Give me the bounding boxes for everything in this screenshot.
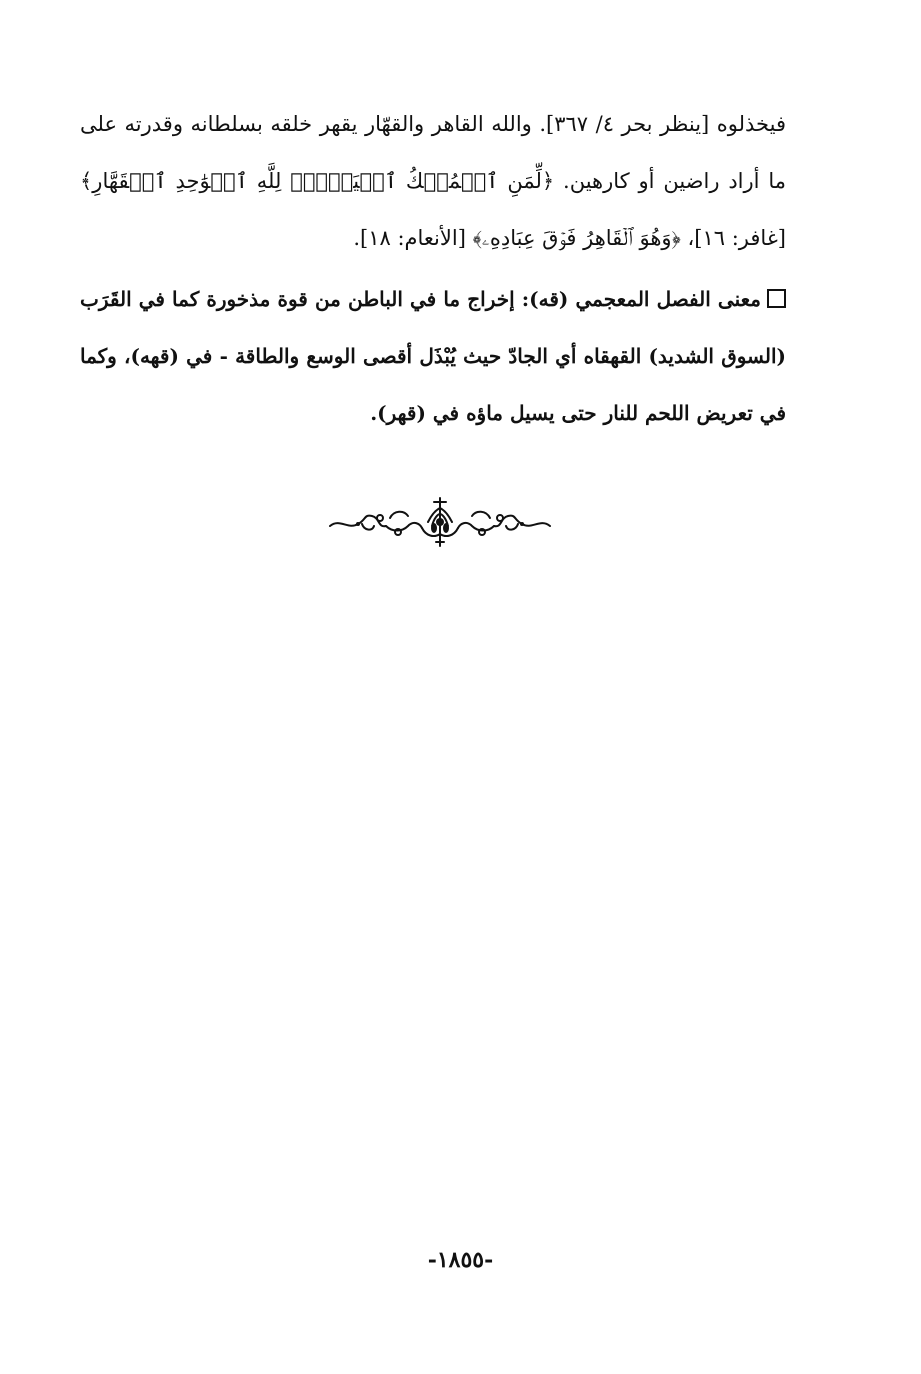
body-text [80, 96, 786, 442]
square-bullet-icon [767, 289, 786, 308]
paragraph-lexical-meaning-text: معنى الفصل المعجمي (قه): إخراج ما في الباطن من قوة مذخورة كما في القَرَب (السوق الشديد) القهقاه أي الجادّ حيث يُبْذَل أقصى الوسع والطاقة - في (قهه)، وكما في تعريض اللحم للنار حتى يسيل ماؤه في (قهر). [80, 287, 786, 425]
ornament-divider-icon [328, 496, 552, 548]
paragraph-continuation: فيخذلوه [ينظر بحر ٤/ ٣٦٧]. والله القاهر والقهّار يقهر خلقه بسلطانه وقدرته على ما أراد راضين أو كارهين. ﴿لِّمَنِ ٱلۡمُلۡكُ ٱلۡيَوۡمَۖ لِلَّهِ ٱلۡوَٰحِدِ ٱلۡقَهَّارِ﴾ [غافر: ١٦]، ﴿وَهُوَ ٱلۡقَاهِرُ فَوۡقَ عِبَادِهِۦ﴾ [الأنعام: ١٨]. [80, 112, 786, 250]
paragraph-lexical-meaning [80, 271, 786, 442]
page-number: -١٨٥٥- [427, 1247, 494, 1273]
